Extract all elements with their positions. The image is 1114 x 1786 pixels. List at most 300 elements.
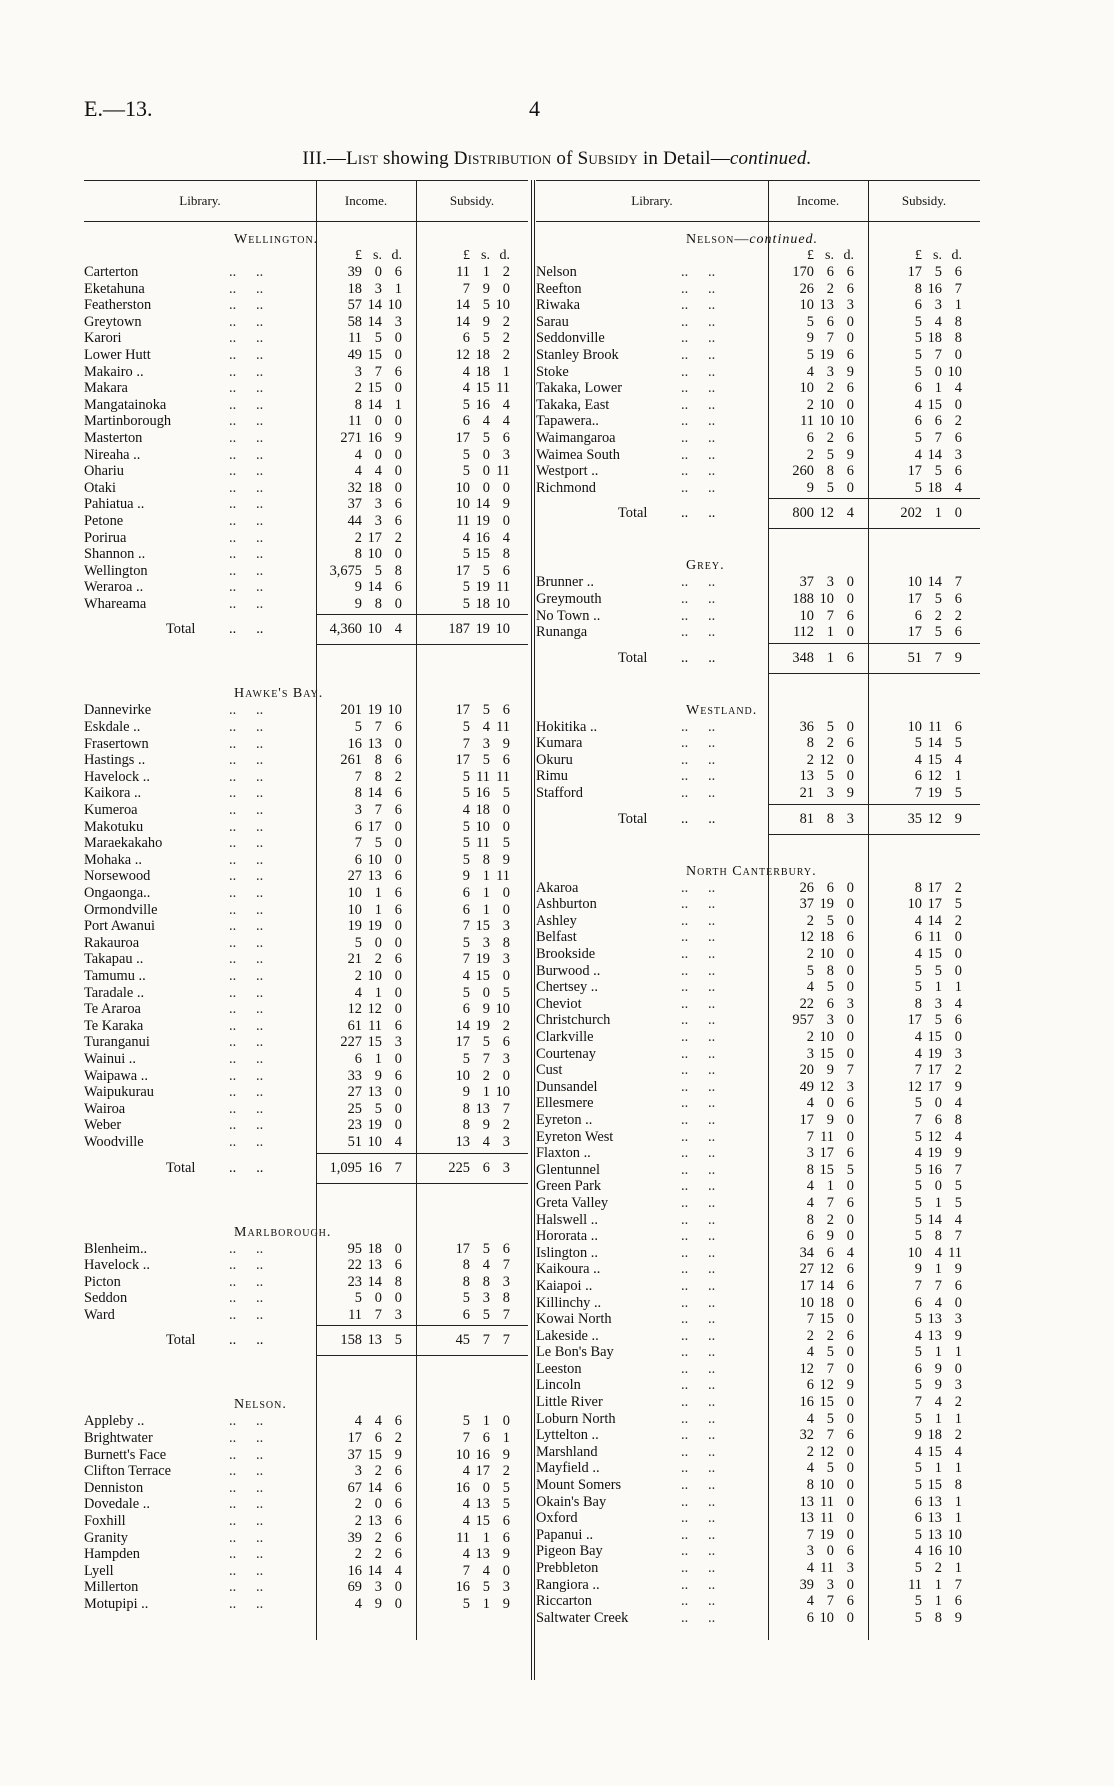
- pounds: 7: [462, 951, 470, 968]
- pounds: 4: [914, 1327, 922, 1344]
- pounds: 10: [455, 1446, 470, 1463]
- income-amount: [318, 364, 402, 381]
- subsidy-amount: [426, 1001, 510, 1018]
- pounds: 6: [914, 1294, 922, 1311]
- shillings: 4: [934, 1394, 942, 1411]
- library-name: Hampden: [84, 1546, 140, 1563]
- pounds: 6: [914, 413, 922, 430]
- page-title: III.—List showing Distribution of Subsidy in Detail—continued.: [302, 148, 812, 169]
- pounds: 260: [792, 463, 814, 480]
- pounds: 8: [462, 1117, 470, 1134]
- pence: 5: [954, 785, 962, 802]
- library-name: Seddon: [84, 1290, 128, 1307]
- pence: 0: [846, 624, 854, 641]
- pence: 6: [954, 624, 962, 641]
- pence: 0: [394, 818, 402, 835]
- shillings: 19: [927, 1145, 942, 1162]
- subsidy-amount: [878, 1560, 962, 1577]
- left-column: [84, 180, 528, 1613]
- pounds: 6: [914, 607, 922, 624]
- income-amount: [770, 880, 854, 897]
- shillings: 6: [826, 879, 834, 896]
- shillings: 2: [374, 1546, 382, 1563]
- shillings: 7: [374, 363, 382, 380]
- subsidy-amount: [426, 1480, 510, 1497]
- pounds: 7: [354, 835, 362, 852]
- pence: 9: [954, 649, 962, 666]
- library-name: Featherston: [84, 297, 152, 314]
- pounds: 5: [462, 1413, 470, 1430]
- shillings: 11: [368, 1017, 382, 1034]
- pence: 5: [502, 984, 510, 1001]
- library-name: Eketahuna: [84, 280, 145, 297]
- shillings: 7: [934, 346, 942, 363]
- income-amount: [770, 1361, 854, 1378]
- income-amount: [318, 1274, 402, 1291]
- pounds: 25: [347, 1100, 362, 1117]
- pence: 6: [846, 1145, 854, 1162]
- pence: 4: [502, 413, 510, 430]
- library-name: Islington ..: [536, 1244, 598, 1261]
- income-amount: [318, 1290, 402, 1307]
- shillings: 5: [482, 429, 490, 446]
- units-row: £ s. d. £ s. d.: [807, 248, 962, 263]
- pence: 0: [394, 1100, 402, 1117]
- shillings: 7: [374, 719, 382, 736]
- pounds: 5: [462, 934, 470, 951]
- income-amount: [318, 563, 402, 580]
- income-amount: [318, 447, 402, 464]
- pounds: 3,675: [329, 562, 362, 579]
- income-amount: [770, 1543, 854, 1560]
- library-name: Maraekakaho: [84, 835, 163, 852]
- pence: 5: [502, 835, 510, 852]
- shillings: 15: [927, 1443, 942, 1460]
- table-row: Karori .. .. 11 5 0 6 5 2: [84, 330, 510, 347]
- shillings: 16: [927, 1543, 942, 1560]
- pence: 10: [495, 1001, 510, 1018]
- pounds: 3: [354, 1463, 362, 1480]
- table-row: Takaka, Lower .. .. 10 2 6 6 1 4: [536, 380, 962, 397]
- pence: 0: [846, 1510, 854, 1527]
- subsidy-amount: [426, 413, 510, 430]
- shillings: 1: [934, 1593, 942, 1610]
- shillings: 15: [367, 1034, 382, 1051]
- income-amount: [770, 314, 854, 331]
- pounds: 5: [462, 546, 470, 563]
- income-amount: [770, 1162, 854, 1179]
- library-name: Clifton Terrace: [84, 1463, 172, 1480]
- pence: 2: [954, 413, 962, 430]
- income-amount: [770, 1261, 854, 1278]
- shillings: 15: [927, 1029, 942, 1045]
- pence: 4: [954, 995, 962, 1012]
- pence: 3: [502, 918, 510, 935]
- pounds: 23: [347, 1273, 362, 1290]
- library-name: Hororata ..: [536, 1228, 598, 1245]
- library-name: Weber: [84, 1117, 122, 1134]
- pounds: 2: [354, 1496, 362, 1513]
- library-name: Cust: [536, 1062, 563, 1079]
- shillings: 13: [367, 735, 382, 752]
- shillings: 17: [367, 529, 382, 546]
- pence: 3: [954, 1311, 962, 1328]
- pounds: 271: [340, 429, 362, 446]
- pounds: 2: [806, 1327, 814, 1344]
- pounds: 5: [462, 595, 470, 612]
- shillings: 15: [475, 967, 490, 984]
- pounds: 4: [462, 967, 470, 984]
- table-row: Wainui .. .. .. 6 1 0 5 7 3: [84, 1050, 510, 1067]
- pence: 0: [502, 802, 510, 819]
- pounds: 5: [354, 934, 362, 951]
- pounds: 26: [799, 879, 814, 896]
- pounds: 10: [455, 496, 470, 513]
- pence: 4: [954, 1211, 962, 1228]
- library-name: Frasertown: [84, 735, 149, 752]
- pence: 0: [954, 929, 962, 946]
- pounds: 4: [354, 984, 362, 1001]
- pounds: 5: [914, 1178, 922, 1195]
- subsidy-amount: [878, 380, 962, 397]
- subsidy-amount: [878, 430, 962, 447]
- pounds: 1,095: [329, 1159, 362, 1176]
- pounds: 14: [455, 1017, 470, 1034]
- pounds: 7: [914, 1277, 922, 1294]
- table-row: Porirua .. .. 2 17 2 4 16 4: [84, 529, 510, 546]
- library-name: Eskdale ..: [84, 719, 141, 736]
- table-row: Courtenay .. .. 3 15 0 4 19 3: [536, 1045, 962, 1062]
- table-row: Ormondville .. .. 10 1 6 6 1 0: [84, 901, 510, 918]
- pounds: 3: [354, 363, 362, 380]
- subsidy-amount: [426, 968, 510, 985]
- pounds: 2: [354, 1513, 362, 1530]
- shillings: 10: [367, 851, 382, 868]
- library-name: Otaki: [84, 479, 116, 496]
- subsidy-amount: [426, 769, 510, 786]
- table-row: Richmond .. .. 9 5 0 5 18 4: [536, 479, 962, 496]
- shillings: 14: [927, 446, 942, 463]
- pence: 0: [846, 1128, 854, 1145]
- pence: 2: [502, 1117, 510, 1134]
- pounds: 4: [806, 1410, 814, 1427]
- shillings: 11: [820, 1510, 834, 1527]
- table-row: Dovedale .. .. .. 2 0 6 4 13 5: [84, 1496, 510, 1513]
- pence: 9: [846, 1377, 854, 1394]
- pence: 0: [846, 590, 854, 607]
- table-row: Green Park .. .. 4 1 0 5 0 5: [536, 1178, 962, 1195]
- shillings: 7: [826, 1593, 834, 1610]
- pence: 3: [846, 1078, 854, 1095]
- section-title: Nelson—continued.: [686, 232, 819, 247]
- pence: 7: [954, 1576, 962, 1593]
- pounds: 5: [914, 735, 922, 752]
- library-name: Dovedale ..: [84, 1496, 150, 1513]
- library-name: Wainui ..: [84, 1050, 136, 1067]
- pence: 0: [846, 718, 854, 735]
- shillings: 11: [820, 1128, 834, 1145]
- pence: 7: [846, 1062, 854, 1079]
- page-number: 4: [529, 96, 540, 121]
- library-name: Wairoa: [84, 1100, 126, 1117]
- pence: 9: [502, 1446, 510, 1463]
- table-row: Ashburton .. .. 37 19 0 10 17 5: [536, 896, 962, 913]
- pounds: 7: [354, 768, 362, 785]
- subsidy-amount: [426, 1463, 510, 1480]
- income-amount: [770, 591, 854, 608]
- shillings: 3: [826, 574, 834, 591]
- pence: 3: [502, 951, 510, 968]
- shillings: 15: [819, 1161, 834, 1178]
- income-amount: [770, 1245, 854, 1262]
- shillings: 15: [367, 380, 382, 397]
- pence: 6: [394, 1529, 402, 1546]
- pounds: 4: [806, 1095, 814, 1112]
- shillings: 1: [934, 1344, 942, 1361]
- pence: 11: [496, 380, 510, 397]
- pence: 4: [846, 505, 854, 522]
- pounds: 11: [348, 1306, 362, 1323]
- shillings: 5: [826, 768, 834, 785]
- pounds: 5: [914, 479, 922, 496]
- shillings: 3: [482, 934, 490, 951]
- table-row: Marshland .. .. 2 12 0 4 15 4: [536, 1443, 962, 1460]
- library-name: Mohaka ..: [84, 851, 142, 868]
- pence: 2: [502, 313, 510, 330]
- subsidy-amount: [426, 314, 510, 331]
- pence: 1: [394, 280, 402, 297]
- pence: 0: [846, 1493, 854, 1510]
- subsidy-header: Subsidy.: [901, 193, 947, 208]
- pounds: 4: [914, 396, 922, 413]
- subsidy-amount: [878, 574, 962, 591]
- pounds: 10: [347, 885, 362, 901]
- section: [84, 222, 528, 646]
- pounds: 4: [806, 1178, 814, 1195]
- pounds: 202: [900, 505, 922, 522]
- pounds: 44: [347, 512, 362, 529]
- pence: 6: [394, 752, 402, 769]
- shillings: 10: [819, 1029, 834, 1045]
- pounds: 32: [799, 1427, 814, 1444]
- shillings: 19: [367, 1117, 382, 1134]
- library-name: Mayfield ..: [536, 1460, 600, 1477]
- pence: 2: [394, 768, 402, 785]
- income-amount: [318, 1413, 402, 1430]
- table-row: Ongaonga.. .. .. 10 1 6 6 1 0: [84, 885, 510, 901]
- shillings: 1: [482, 901, 490, 918]
- pence: 11: [496, 579, 510, 596]
- table-row: Te Karaka .. .. 61 11 6 14 19 2: [84, 1017, 510, 1034]
- pence: 0: [846, 1394, 854, 1411]
- pounds: 17: [455, 1240, 470, 1257]
- pounds: 37: [347, 1446, 362, 1463]
- shillings: 1: [374, 901, 382, 918]
- pence: 0: [846, 946, 854, 963]
- pounds: 37: [347, 496, 362, 513]
- shillings: 10: [367, 1133, 382, 1150]
- subsidy-amount: [878, 946, 962, 963]
- income-amount: [770, 624, 854, 641]
- pence: 3: [954, 1377, 962, 1394]
- shillings: 14: [367, 1562, 382, 1579]
- table-row: Clarkville .. .. 2 10 0 4 15 0: [536, 1029, 962, 1045]
- subsidy-amount: [426, 719, 510, 736]
- pence: 9: [394, 1446, 402, 1463]
- subsidy-amount: [426, 885, 510, 902]
- income-amount: [318, 1018, 402, 1035]
- library-name: Tamumu ..: [84, 967, 146, 984]
- subsidy-amount: [878, 650, 962, 667]
- pounds: 10: [799, 1294, 814, 1311]
- shillings: 6: [934, 413, 942, 430]
- shillings: 19: [475, 512, 490, 529]
- table-row: Lyttelton .. .. .. 32 7 6 9 18 2: [536, 1427, 962, 1444]
- library-name: Woodville: [84, 1133, 144, 1150]
- shillings: 17: [927, 1062, 942, 1079]
- pounds: 12: [907, 1078, 922, 1095]
- subsidy-amount: [426, 364, 510, 381]
- pounds: 14: [455, 313, 470, 330]
- pounds: 4: [914, 1443, 922, 1460]
- pounds: 8: [462, 1273, 470, 1290]
- pence: 6: [954, 1593, 962, 1610]
- table-row: Wellington .. .. 3,675 5 8 17 5 6: [84, 562, 510, 579]
- pence: 10: [947, 363, 962, 380]
- pence: 3: [846, 810, 854, 827]
- pounds: 51: [907, 649, 922, 666]
- table-header-left: [84, 180, 528, 222]
- pence: 1: [954, 768, 962, 785]
- library-name: Kumara: [536, 735, 583, 752]
- subsidy-amount: [878, 1444, 962, 1461]
- shillings: 0: [374, 934, 382, 951]
- library-name: Brightwater: [84, 1430, 153, 1447]
- pence: 8: [954, 330, 962, 347]
- pounds: 8: [914, 995, 922, 1012]
- shillings: 10: [367, 621, 382, 638]
- pence: 9: [502, 851, 510, 868]
- pounds: 5: [914, 1095, 922, 1112]
- pounds: 49: [799, 1078, 814, 1095]
- pence: 0: [394, 380, 402, 397]
- pence: 0: [846, 962, 854, 979]
- shillings: 18: [475, 346, 490, 363]
- pence: 9: [954, 1078, 962, 1095]
- table-row: Nireaha .. .. .. 4 0 0 5 0 3: [84, 446, 510, 463]
- pence: 6: [846, 346, 854, 363]
- shillings: 5: [826, 1410, 834, 1427]
- subsidy-amount: [426, 1447, 510, 1464]
- pounds: 51: [347, 1133, 362, 1150]
- pounds: 5: [914, 1311, 922, 1328]
- pence: 6: [954, 718, 962, 735]
- income-amount: [770, 347, 854, 364]
- pounds: 6: [914, 929, 922, 946]
- shillings: 8: [826, 810, 834, 827]
- pounds: 4: [354, 1596, 362, 1612]
- pounds: 5: [462, 984, 470, 1001]
- pounds: 17: [455, 702, 470, 719]
- shillings: 1: [934, 505, 942, 522]
- subsidy-amount: [426, 819, 510, 836]
- income-amount: [318, 769, 402, 786]
- income-amount: [770, 1095, 854, 1112]
- income-amount: [770, 1411, 854, 1428]
- income-amount: [318, 1447, 402, 1464]
- subsidy-amount: [426, 1332, 510, 1349]
- pounds: 8: [914, 280, 922, 297]
- pence: 6: [502, 1513, 510, 1530]
- shillings: 9: [826, 1111, 834, 1128]
- pounds: 5: [914, 313, 922, 330]
- pounds: 21: [347, 951, 362, 968]
- shillings: 12: [927, 1128, 942, 1145]
- shillings: 13: [367, 868, 382, 885]
- library-name: Taradale ..: [84, 984, 145, 1001]
- shillings: 15: [819, 1045, 834, 1062]
- income-amount: [770, 430, 854, 447]
- pence: 0: [954, 346, 962, 363]
- income-amount: [318, 1596, 402, 1613]
- pence: 6: [846, 1543, 854, 1560]
- subsidy-amount: [878, 1427, 962, 1444]
- pounds: 8: [462, 1257, 470, 1274]
- pence: 6: [954, 463, 962, 480]
- section-title: Hawke's Bay.: [234, 686, 324, 702]
- pence: 6: [394, 951, 402, 968]
- table-row: Hororata .. .. .. 6 9 0 5 8 7: [536, 1228, 962, 1245]
- pounds: 13: [799, 1510, 814, 1527]
- shillings: 2: [482, 1067, 490, 1084]
- pounds: 10: [455, 1067, 470, 1084]
- pounds: 69: [347, 1579, 362, 1596]
- pence: 3: [846, 1560, 854, 1576]
- pence: 0: [394, 851, 402, 868]
- pounds: 61: [347, 1017, 362, 1034]
- library-name: Riwaka: [536, 297, 580, 314]
- table-row: Denniston .. .. 67 14 6 16 0 5: [84, 1479, 510, 1496]
- shillings: 2: [826, 380, 834, 397]
- shillings: 8: [826, 463, 834, 480]
- pounds: 4: [914, 946, 922, 963]
- library-name: Ongaonga..: [84, 885, 151, 901]
- shillings: 5: [826, 912, 834, 929]
- table-row: Ward .. .. 11 7 3 6 5 7: [84, 1306, 510, 1323]
- pounds: 81: [799, 810, 814, 827]
- library-name: Weraroa ..: [84, 579, 144, 596]
- shillings: 14: [927, 735, 942, 752]
- pounds: 39: [347, 264, 362, 280]
- pounds: 6: [914, 380, 922, 397]
- table-row: Kaikoura .. .. .. 27 12 6 9 1 9: [536, 1261, 962, 1278]
- pence: 6: [394, 1413, 402, 1430]
- pounds: 6: [806, 1609, 814, 1626]
- pounds: 37: [799, 896, 814, 913]
- income-amount: [318, 802, 402, 819]
- library-name: Brunner ..: [536, 574, 594, 591]
- library-name: Waipukurau: [84, 1084, 154, 1101]
- library-name: Tapawera..: [536, 413, 599, 430]
- pence: 3: [502, 1133, 510, 1150]
- shillings: 4: [482, 1133, 490, 1150]
- pounds: 4: [914, 912, 922, 929]
- library-name: Burwood ..: [536, 962, 601, 979]
- subsidy-amount: [878, 1178, 962, 1195]
- pounds: 35: [907, 810, 922, 827]
- table-row: Petone .. .. 44 3 6 11 19 0: [84, 512, 510, 529]
- shillings: 8: [482, 851, 490, 868]
